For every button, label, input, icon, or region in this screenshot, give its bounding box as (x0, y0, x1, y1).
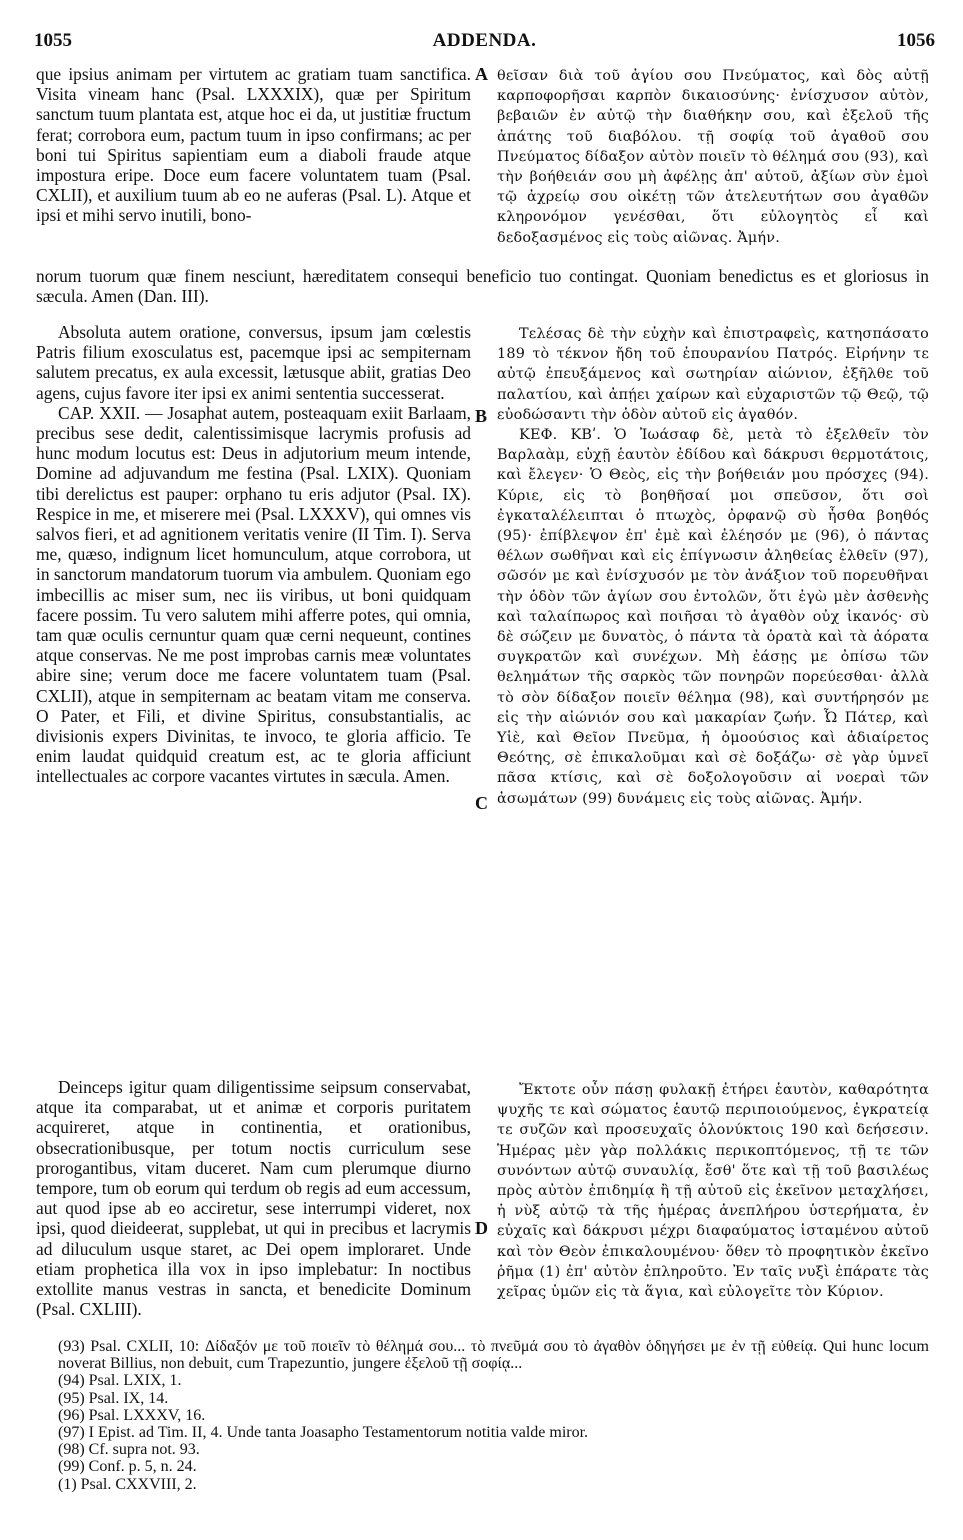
footnote: (99) Conf. p. 5, n. 24. (58, 1458, 197, 1476)
greek-chapter-paragraph: ΚΕΦ. ΚΒʹ. Ὁ Ἰωάσαφ δὲ, μετὰ τὸ ἐξελθεῖν τὸν Βαρλαὰμ, εὐχῇ ἑαυτὸν ἐδίδου καὶ δάκρυσι θερμοτάτοις, καὶ ἔλεγεν· Ὁ Θεὸς, εἰς τὴν βοήθειάν μου πρόσχες (94). Κύριε, εἰς τὸ βοηθῆσαί μοι σπεῦσον, ὅτι σοὶ ἐγκαταλέλειπται ὁ πτωχὸς, ὀρφανῷ σὺ ἦσθα βοηθός (95)· ἐπίβλεψον ἐπ' ἐμὲ καὶ ἐλέησόν με (96), ὁ πάντας θέλων σωθῆναι καὶ εἰς ἐπίγνωσιν ἀληθείας ἐλθεῖν (97), σῶσόν με καὶ ἐνίσχυσόν με τὸν ἀνάξιον τοῦ πορευθῆναι τὴν ὁδὸν τῶν ἁγίων σου ἐντολῶν, ὅτι ἐγὼ μὲν ἀσθενὴς καὶ ταλαίπωρος καὶ ποιῆσαι τὸ ἀγαθὸν οὐχ ἱκανός· σὺ δὲ σώζειν με δυνατὸς, ὁ πάντα τὰ ὁρατὰ καὶ τὰ ἀόρατα συγκρατῶν καὶ συνέχων. Μὴ ἐάσῃς με ὀπίσω τῶν θελημάτων τῆς σαρκὸς τῶν πονηρῶν πορεύεσθαι· ἀλλὰ τὸ σὸν δίδαξον ποιεῖν θέλημα (98), καὶ συντήρησόν με εἰς τὴν αἰώνιόν σου καὶ μακαρίαν ζωήν. Ὦ Πάτερ, καὶ Υἱὲ, καὶ Θεῖον Πνεῦμα, ἡ ὁμοούσιος καὶ ἀδιαίρετος Θεότης, σὲ ἐπικαλοῦμαι καὶ σὲ δοξάζω· σὲ γὰρ ὑμνεῖ πᾶσα κτίσις, καὶ σὲ δοξολογοῦσιν αἱ νοεραὶ τῶν ἀσωμάτων (99) δυνάμεις εἰς τοὺς αἰῶνας. Ἀμήν. (497, 427, 929, 807)
footnote: (94) Psal. LXIX, 1. (58, 1372, 182, 1390)
footnote: (98) Cf. supra not. 93. (58, 1441, 200, 1459)
section-marker-a: A (475, 64, 488, 84)
footnotes (36, 1338, 929, 1493)
section-marker-d: D (475, 1218, 488, 1238)
running-header (34, 30, 935, 56)
latin-paragraph: Absoluta autem oratione, conversus, ipsum jam cœlestis Patris filium exosculatus est, pacemque ipsi ac sempiternam salutem precatus, ex aula excessit, lætusque abiit, gratias Deo agens, cujus favore iter ipsi ex animi sententia successerat. (36, 322, 471, 403)
footnote: (93) Psal. CXLII, 10: Δίδαξόν με τοῦ ποιεῖν τὸ θέλημά σου... τὸ πνεῦμά σου τὸ ἀγαθὸν ὁδηγήσει με ἐν τῇ εὐθείᾳ. Qui hunc locum noverat Billius, non debuit, cum Trapezuntio, jungere ἐξελοῦ τῇ σοφίᾳ... (58, 1338, 929, 1373)
left-page-number: 1055 (34, 30, 72, 51)
footnote: (96) Psal. LXXXV, 16. (58, 1406, 206, 1424)
latin-chapter-paragraph: CAP. XXII. — Josaphat autem, posteaquam exiit Barlaam, precibus sese dedit, calentissimisque lacrymis profusis ad hunc modum locutus est: Deus in adjutorium meum intende, Domine ad adjuvandum me festina (Psal. LXIX). Quoniam tibi derelictus est pauper: orphano tu eris adjutor (Psal. IX). Respice in me, et miserere mei (Psal. LXXXV), qui omnes vis salvos fieri, et ad agnitionem veritatis venire (II Tim. I). Serva me, quæso, indignum licet homunculum, atque corrobora, ut in sanctorum mandatorum tuorum via ambulem. Quoniam ego imbecillis ac miser sum, nec iis viribus, ut boni quidquam facere possim. Tu vero salutem mihi afferre potes, qui omnia, tam quæ oculis cernuntur quam quæ cerni nequeunt, contines atque conservas. Ne me post improbas carnis meæ voluntates abire sine; verum doce me facere voluntatem tuam (Psal. CXLII), atque in sempiternam ac beatam vitam me conserva. O Pater, et Fili, et divine Spiritus, consubstantialis, ac divisionis expers Divinitas, te invoco, te gloria afficio. Te enim laudat quidquid creatum est, ac te gloria afficiunt intellectuales ac corpore vacantes virtutes in sæcula. Amen. (36, 402, 471, 787)
greek-paragraph: Τελέσας δὲ τὴν εὐχὴν καὶ ἐπιστραφεὶς, κατησπάσατο 189 τὸ τέκνον ἤδη τοῦ ἐπουρανίου Πατρός. Εἰρήνην τε αὐτῷ ἐπευξάμενος καὶ σωτηρίαν αἰώνιον, ἐξῆλθε τοῦ παλατίου, καὶ ἀπῄει χαίρων καὶ εὐχαριστῶν τῷ Θεῷ, τῷ εὐοδώσαντι τὴν ὁδὸν αὐτοῦ εἰς ἀγαθόν. (497, 326, 929, 423)
footnote: (95) Psal. IX, 14. (58, 1389, 169, 1407)
greek-paragraph: θεῖσαν διὰ τοῦ ἁγίου σου Πνεύματος, καὶ δὸς αὐτῇ καρποφορῆσαι καρπὸν δικαιοσύνης· ἐνίσχυσον αὐτὸν, βεβαιῶν ἐν αὐτῷ τὴν διαθήκην σου, καὶ ἐξελοῦ τῆς ἀπάτης τοῦ διαβόλου. τῇ σοφίᾳ τοῦ ἀγαθοῦ σου Πνεύματος δίδαξον αὐτὸν ποιεῖν τὸ θέλημά σου (93), καὶ τὴν βοήθειάν σου μὴ ἀφέλῃς ἀπ' αὐτοῦ, ἀξίων σὺν ἐμοὶ τῷ ἀχρείῳ σου οἰκέτῃ τῶν ἀτελευτήτων σου ἀγαθῶν κληρονόμον γενέσθαι, ὅτι εὐλογητὸς εἶ καὶ δεδοξασμένος εἰς τοὺς αἰῶνας. Ἀμήν. (497, 68, 929, 246)
latin-column-a (36, 64, 471, 226)
latin-column-b (36, 322, 471, 787)
footnote: (97) I Epist. ad Tim. II, 4. Unde tanta Joasapho Testamentorum notitia valde miror. (58, 1424, 589, 1442)
section-marker-c: C (475, 793, 488, 813)
greek-column-d (497, 1080, 929, 1302)
running-title: ADDENDA. (432, 30, 537, 51)
section-marker-b: B (475, 406, 488, 426)
greek-paragraph: Ἔκτοτε οὖν πάσῃ φυλακῇ ἐτήρει ἑαυτὸν, καθαρότητα ψυχῆς τε καὶ σώματος ἑαυτῷ περιποιούμενος, ἐγκρατείᾳ τε συζῶν καὶ προσευχαῖς ὁλονύκτοις 190 καὶ δεήσεσιν. Ἡμέρας μὲν γὰρ πολλάκις περικοπτόμενος, τῇ τε τῶν συνόντων αὐτῷ συναυλίᾳ, ἔσθ' ὅτε καὶ τῇ τοῦ βασιλέως πρὸς αὐτὸν ἐπιδημίᾳ ἢ τῇ αὐτοῦ εἰς ἐκεῖνον μεταχλήσει, ἡ νὺξ αὐτῷ τὰ τῆς ἡμέρας ἀνεπλήρου ὑστερήματα, ἐν εὐχαῖς καὶ δάκρυσι μέχρι διαφαύματος ἱσταμένου αὐτοῦ καὶ τὸν Θεὸν ἐπικαλουμένου· ὅθεν τὸ προφητικὸν ἐκεῖνο ῥῆμα (1) ἐπ' αὐτὸν ἐπληροῦτο. Ἐν ταῖς νυξὶ ἐπάρατε τὰς χεῖρας ὑμῶν εἰς τὰ ἅγια, καὶ εὐλογεῖτε τὸν Κύριον. (497, 1082, 929, 1301)
footnote: (1) Psal. CXXVIII, 2. (58, 1475, 197, 1493)
latin-paragraph: Deinceps igitur quam diligentissime seipsum conservabat, atque ita comparabat, ut et animæ et corporis puritatem acquireret, atque in continentia, et orationibus, obsecrationibusque, per totum noctis curriculum sese prorogantibus, vitam duceret. Nam cum plerumque diurno tempore, tum ob eorum qui terdum ob regis ad eum accessum, aut quod ipse ab eo acciretur, sese interrumpi videret, nox ipsi, quod dieideerat, supplebat, ut qui in precibus et lacrymis ad diluculum usque staret, ac Dei opem imploraret. Unde etiam prophetica illa vox in ipso implebatur: In noctibus extollite manus vestras in sancta, et benedicite Dominum (Psal. CXLIII). (36, 1077, 471, 1320)
greek-column-b (497, 324, 929, 809)
latin-column-d (36, 1077, 471, 1319)
greek-column-a (497, 66, 929, 248)
latin-paragraph-full: norum tuorum quæ finem nesciunt, hæreditatem consequi beneficio tuo contingat. Quoniam benedictus es et gloriosus in sæcula. Amen (Dan. III). (36, 266, 929, 307)
right-page-number: 1056 (897, 30, 935, 51)
full-width-line (36, 266, 929, 306)
latin-paragraph: que ipsius animam per virtutem ac gratiam tuam sanctifica. Visita vineam hanc (Psal. LXXXIX), quæ per Spiritum sanctum tuum plantata est, atque hoc ei da, ut justitiæ fructum ferat; corrobora eum, pactum tuum in ipso confirmans; ac per boni tui Spiritus sapientiam eum a diaboli fraude atque impostura eripe. Doce eum facere voluntatem tuam (Psal. CXLII), et auxilium tuum ab eo ne auferas (Psal. L). Atque et ipsi et mihi servo inutili, bono- (36, 64, 471, 226)
